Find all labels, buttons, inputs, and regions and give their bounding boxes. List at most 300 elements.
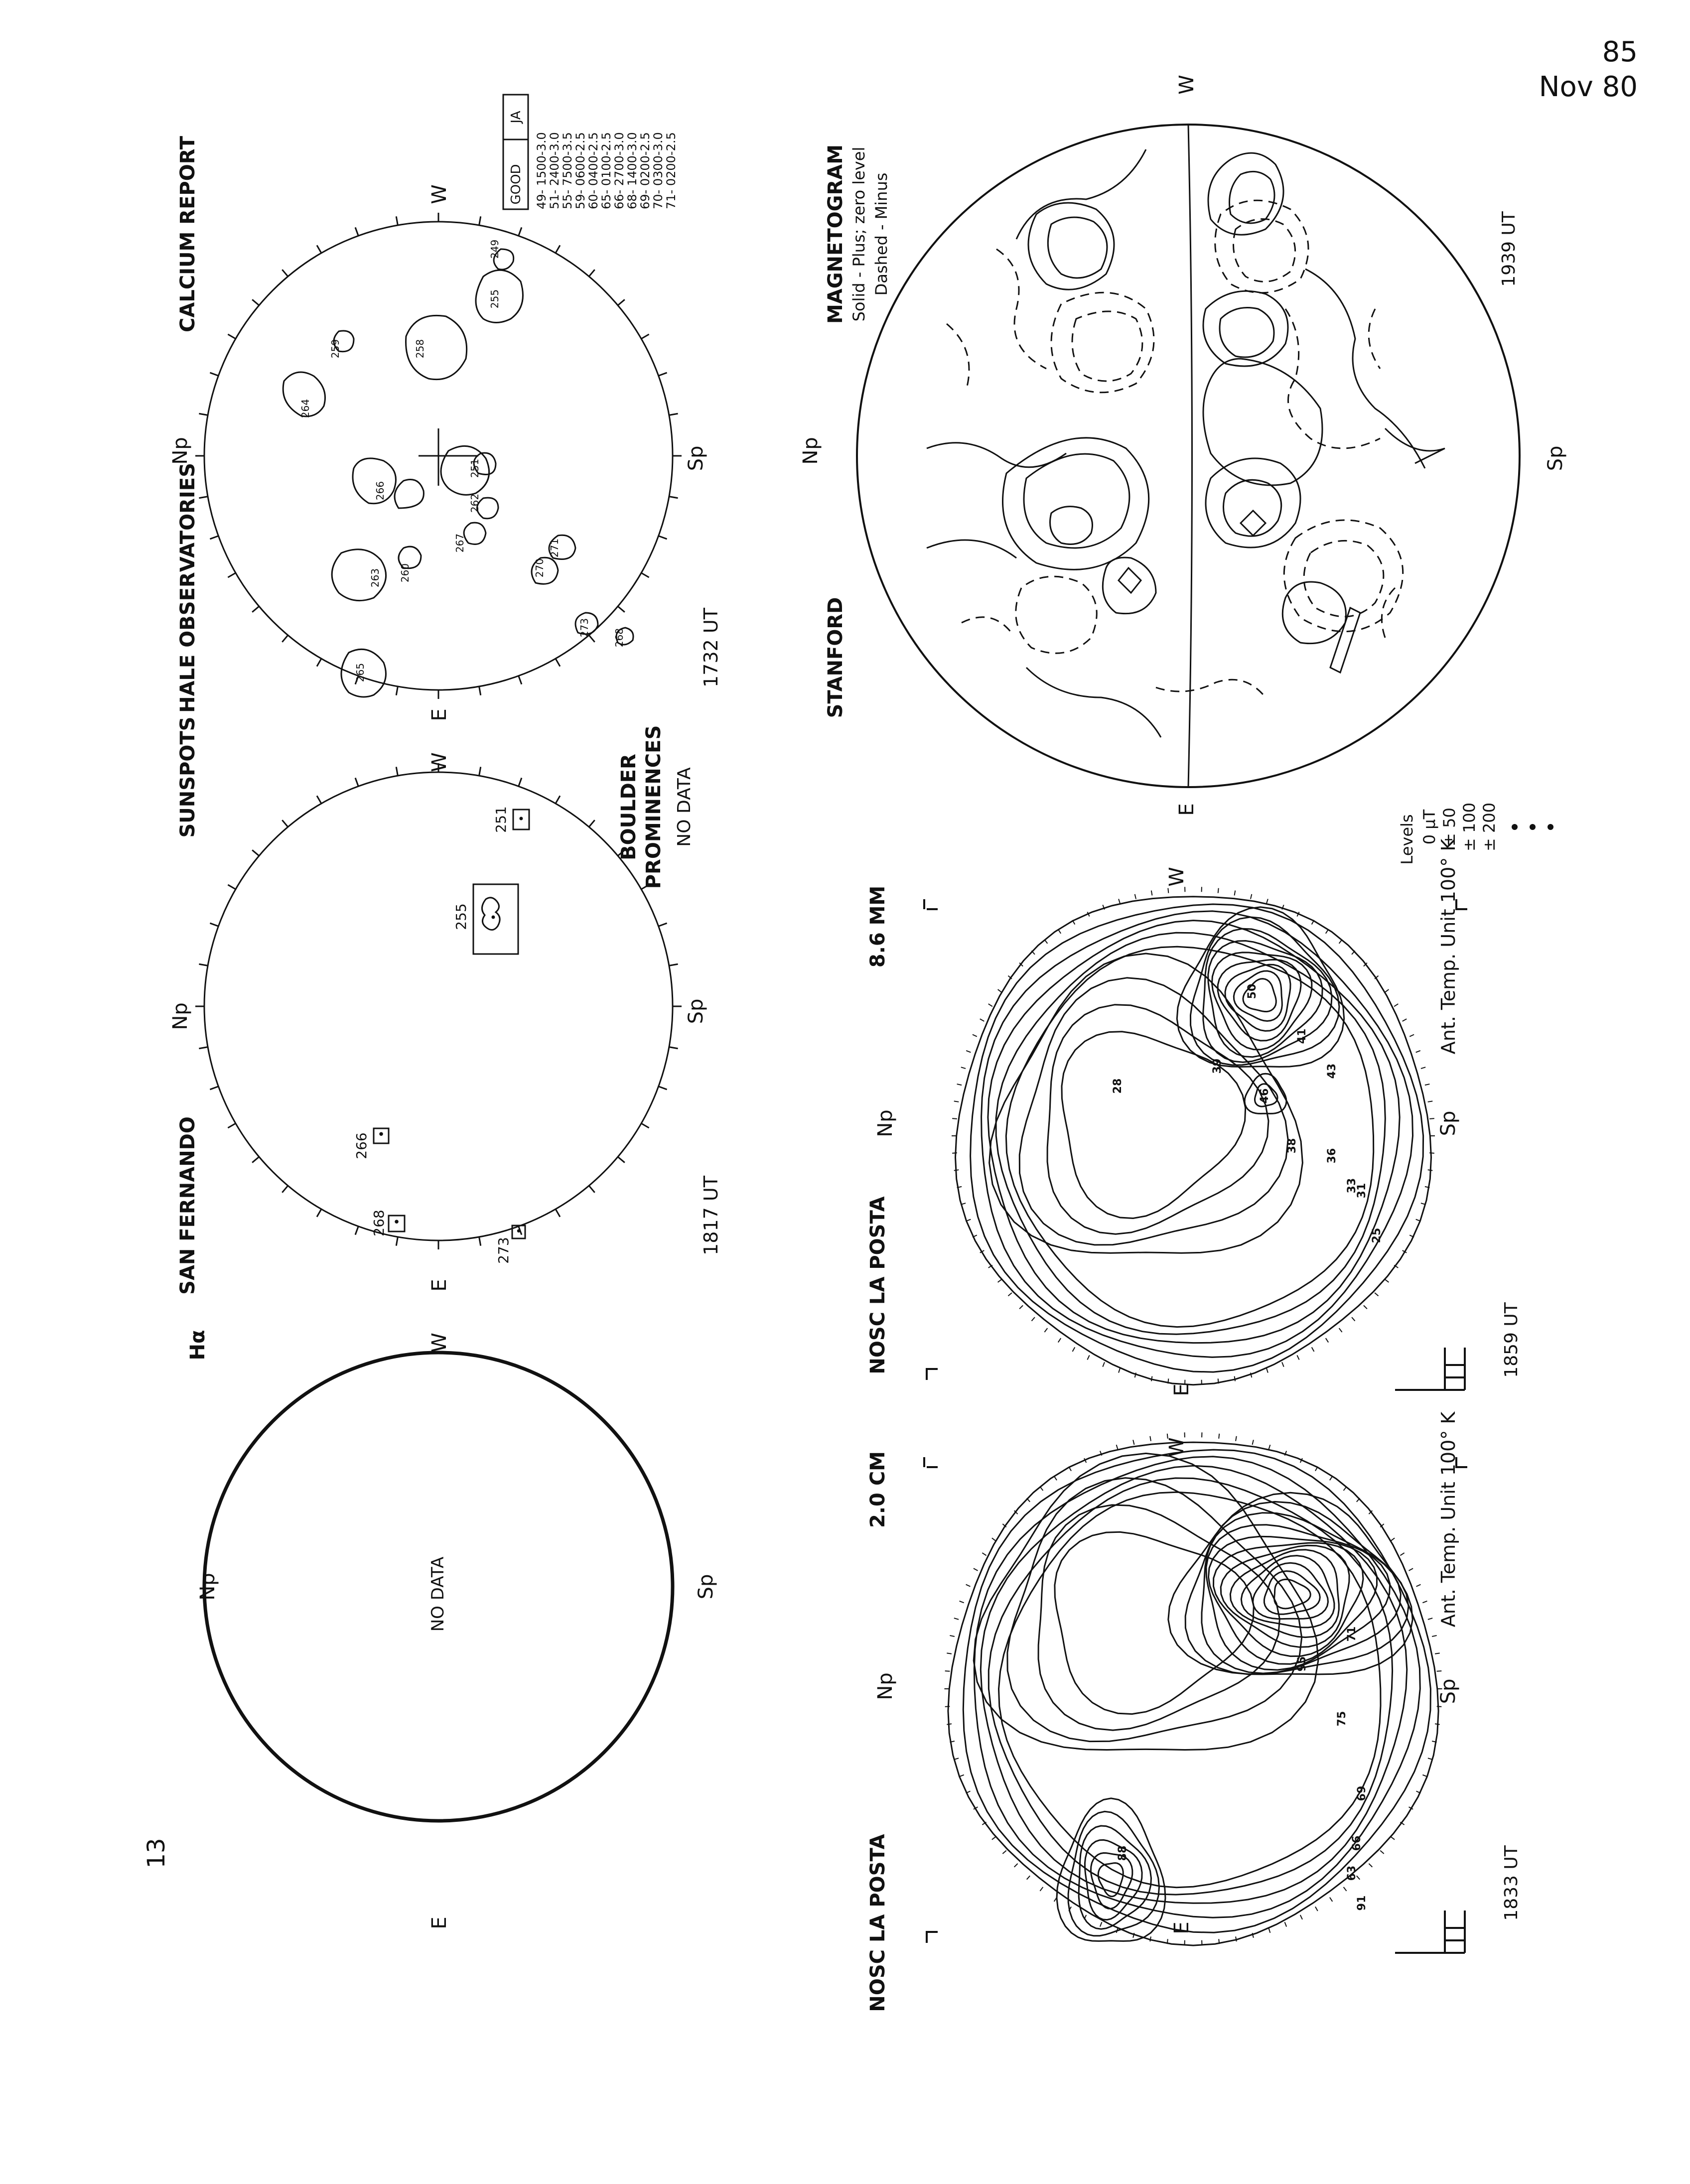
calcium-np: Np xyxy=(169,437,192,465)
limb-tick xyxy=(199,413,208,415)
radio-contour xyxy=(1241,1556,1334,1628)
radio-8mm-title: 8.6 MM xyxy=(866,885,889,968)
sunspot-268-label: 268 xyxy=(371,1210,387,1236)
prominences-line1: BOULDER xyxy=(617,754,640,860)
radio-2cm-scale-bar xyxy=(1395,1911,1465,1953)
limb-tick xyxy=(355,1227,358,1235)
calcium-sp: Sp xyxy=(685,445,707,471)
radio-limb-tick xyxy=(1235,891,1236,896)
radio-limb-tick xyxy=(1385,1279,1389,1282)
prominences-line2: PROMINENCES xyxy=(642,725,665,889)
radio-2cm-sp: Sp xyxy=(1437,1678,1460,1704)
limb-tick xyxy=(228,885,236,889)
radio-limb-tick xyxy=(1019,1305,1023,1309)
limb-tick xyxy=(317,245,321,253)
sunspot-266-label: 266 xyxy=(353,1132,370,1159)
limb-tick xyxy=(199,1047,208,1049)
radio-limb-tick xyxy=(1429,1118,1434,1119)
radio-limb-tick xyxy=(1236,1436,1237,1441)
radio-limb-tick xyxy=(961,1067,966,1069)
radio-contour xyxy=(971,904,1423,1372)
limb-tick xyxy=(396,1237,398,1246)
radio-limb-tick xyxy=(1344,1487,1347,1491)
limb-tick xyxy=(589,270,595,276)
sunspot-268-mark: • xyxy=(393,1215,401,1230)
plage-label: 264 xyxy=(299,399,311,418)
sunspots-sp: Sp xyxy=(685,998,707,1024)
calcium-title: CALCIUM REPORT xyxy=(176,136,199,332)
magnetogram-level: ± 100 xyxy=(1460,802,1479,852)
radio-8mm-np: Np xyxy=(874,1109,897,1137)
limb-tick xyxy=(355,778,358,786)
radio-limb-tick xyxy=(1422,1775,1427,1776)
plage-label: 271 xyxy=(549,538,561,558)
sunspot-group-266 xyxy=(353,1127,389,1159)
radio-limb-tick xyxy=(998,1279,1002,1282)
limb-tick xyxy=(252,299,259,305)
calcium-plage-labels xyxy=(299,240,625,682)
magnetogram-title: MAGNETOGRAM xyxy=(824,144,847,324)
magnetogram-sp: Sp xyxy=(1544,445,1567,471)
magnetogram-neutral-meridian xyxy=(1188,125,1192,787)
plage-list-entry: 71- 0200-2.5 xyxy=(664,132,678,209)
contour-label: 91 xyxy=(1356,1895,1368,1911)
plage-label: 266 xyxy=(374,481,386,501)
plage-label: 259 xyxy=(329,339,341,359)
radio-limb-tick xyxy=(1344,1887,1347,1891)
plage-label: 273 xyxy=(578,618,590,638)
limb-tick xyxy=(659,373,667,376)
sunspot-273-label: 273 xyxy=(495,1237,512,1264)
sunspots-e: E xyxy=(428,1279,451,1292)
sunspot-group-251 xyxy=(493,806,529,832)
radio-limb-tick xyxy=(1044,940,1047,944)
radio-limb-tick xyxy=(1330,1476,1332,1480)
radio-8mm-w: W xyxy=(1165,867,1188,887)
radio-2cm-np: Np xyxy=(874,1672,897,1700)
radio-limb-tick xyxy=(1416,1051,1420,1052)
radio-limb-tick xyxy=(1031,1317,1034,1321)
sunspots-time: 1817 UT xyxy=(700,1176,722,1255)
radio-limb-tick xyxy=(1421,1067,1425,1069)
calcium-quality-rating: GOOD xyxy=(509,164,524,205)
limb-tick xyxy=(210,373,218,376)
plage-label: 258 xyxy=(414,339,426,359)
limb-tick xyxy=(556,245,560,253)
radio-limb-tick xyxy=(1044,1328,1047,1332)
radio-limb-tick xyxy=(1300,1915,1302,1919)
sunspot-group-255 xyxy=(453,884,518,954)
radio-limb-tick xyxy=(1416,1585,1421,1587)
radio-limb-tick xyxy=(1339,1328,1342,1332)
radio-limb-tick xyxy=(1409,1568,1413,1571)
limb-tick xyxy=(396,767,398,776)
radio-limb-tick xyxy=(1330,1898,1332,1902)
limb-tick xyxy=(641,573,649,577)
calcium-w: W xyxy=(428,184,451,204)
radio-contour xyxy=(1006,947,1373,1327)
page-number: 85 xyxy=(1602,36,1638,68)
radio-limb-tick xyxy=(992,1837,996,1840)
magnetogram-level: ± 200 xyxy=(1480,802,1499,852)
radio-limb-tick xyxy=(1251,894,1252,899)
radio-limb-tick xyxy=(982,1553,986,1555)
limb-tick xyxy=(228,573,236,577)
radio-limb-tick xyxy=(966,1585,971,1587)
radio-limb-tick xyxy=(1339,940,1342,944)
radio-limb-tick xyxy=(1236,1936,1237,1941)
contour-label: 50 xyxy=(1246,983,1259,999)
plage-label: 268 xyxy=(613,628,625,648)
limb-tick xyxy=(210,1087,218,1090)
limb-tick xyxy=(210,536,218,539)
radio-8mm-contour-map xyxy=(952,887,1435,1384)
radio-limb-tick xyxy=(1119,1368,1120,1373)
sunspot-255-label: 255 xyxy=(453,903,469,930)
magnetogram-level: ± 50 xyxy=(1440,808,1459,846)
radio-limb-tick xyxy=(1267,1368,1268,1373)
radio-limb-tick xyxy=(1268,1928,1270,1933)
radio-limb-tick xyxy=(1391,1837,1395,1840)
limb-tick xyxy=(199,497,208,498)
radio-limb-tick xyxy=(1087,1355,1089,1360)
sunspots-w: W xyxy=(428,752,451,772)
plage-list-entry: 65- 0100-2.5 xyxy=(599,132,613,209)
contour-label: 31 xyxy=(1356,1183,1368,1199)
plage-list-entry: 70- 0300-3.0 xyxy=(651,132,665,209)
radio-contour xyxy=(988,921,1400,1343)
radio-8mm-e: E xyxy=(1170,1383,1193,1396)
contour-label: 39 xyxy=(1211,1058,1224,1074)
radio-limb-tick xyxy=(980,1019,985,1021)
limb-tick xyxy=(317,659,321,667)
plage-label: 270 xyxy=(534,558,546,578)
halpha-panel xyxy=(186,1330,717,1929)
magnetogram-e: E xyxy=(1175,803,1198,816)
sunspots-observatory: SAN FERNANDO xyxy=(176,1116,199,1295)
limb-tick xyxy=(479,686,481,695)
radio-limb-tick xyxy=(1422,1601,1427,1603)
radio-limb-tick xyxy=(974,1568,978,1571)
limb-tick xyxy=(282,635,288,642)
limb-tick xyxy=(659,536,667,539)
radio-limb-tick xyxy=(1312,1347,1314,1352)
radio-limb-tick xyxy=(1268,1445,1270,1450)
plage-label: 260 xyxy=(399,563,411,583)
plage-label: 251 xyxy=(469,458,481,478)
limb-tick xyxy=(669,413,678,415)
radio-contour xyxy=(996,933,1385,1334)
radio-limb-tick xyxy=(945,1706,950,1707)
radio-limb-tick xyxy=(1027,1876,1030,1879)
calcium-time: 1732 UT xyxy=(700,608,722,687)
radio-limb-tick xyxy=(1394,1004,1398,1006)
limb-tick xyxy=(396,686,398,695)
plage-list-entry: 69- 0200-2.5 xyxy=(638,132,652,209)
radio-limb-tick xyxy=(988,1004,992,1006)
sunspot-251-label: 251 xyxy=(493,806,509,833)
radio-limb-tick xyxy=(1167,1939,1168,1944)
limb-tick xyxy=(618,606,625,612)
radio-limb-tick xyxy=(952,1118,957,1119)
radio-contour xyxy=(963,1450,1430,1932)
radio-limb-tick xyxy=(1425,1084,1429,1085)
radio-2cm-units: Ant. Temp. Unit 100° K xyxy=(1437,1411,1459,1628)
contour-label: 75 xyxy=(1336,1711,1348,1727)
contour-label: 41 xyxy=(1296,1028,1308,1044)
radio-limb-tick xyxy=(1326,1338,1328,1342)
radio-limb-tick xyxy=(1432,1636,1436,1637)
radio-limb-tick xyxy=(1103,1362,1105,1366)
limb-tick xyxy=(317,1209,321,1217)
limb-tick xyxy=(355,227,358,236)
calcium-quality-observer: JA xyxy=(509,111,524,124)
limb-tick xyxy=(282,270,288,276)
calcium-observatory: HALE OBSERVATORIES xyxy=(176,463,199,713)
limb-tick xyxy=(479,1237,481,1246)
radio-limb-tick xyxy=(1151,1376,1152,1381)
radio-limb-tick xyxy=(1400,1553,1404,1555)
radio-limb-tick xyxy=(1437,1706,1442,1707)
level-dot xyxy=(1548,824,1553,830)
calcium-plage-list xyxy=(535,132,678,209)
radio-8mm-units: Ant. Temp. Unit 100° K xyxy=(1437,838,1459,1055)
radio-limb-tick xyxy=(1285,1922,1287,1926)
radio-limb-tick xyxy=(950,1636,954,1637)
contour-label: 63 xyxy=(1346,1865,1358,1881)
magnetogram-legend-line2: Dashed - Minus xyxy=(872,172,891,296)
plage-list-entry: 49- 1500-3.0 xyxy=(535,132,549,209)
magnetogram-level: 0 μT xyxy=(1420,809,1439,845)
radio-8mm-observatory: NOSC LA POSTA xyxy=(866,1196,889,1374)
plage-label: 267 xyxy=(454,533,466,553)
contour-label: 33 xyxy=(1346,1178,1358,1194)
radio-2cm-title: 2.0 CM xyxy=(866,1451,889,1528)
level-dot xyxy=(1530,824,1536,830)
radio-limb-tick xyxy=(1008,1293,1011,1296)
limb-tick xyxy=(669,964,678,965)
radio-limb-tick xyxy=(1267,899,1268,904)
magnetogram-panel xyxy=(799,75,1567,864)
radio-limb-tick xyxy=(1014,1864,1018,1867)
radio-limb-tick xyxy=(1282,1362,1284,1366)
radio-limb-tick xyxy=(1151,891,1152,896)
radio-limb-tick xyxy=(1040,1487,1043,1491)
radio-2cm-time: 1833 UT xyxy=(1501,1845,1522,1921)
plage-label: 255 xyxy=(489,289,501,309)
limb-tick xyxy=(199,964,208,965)
limb-tick xyxy=(556,796,560,804)
sunspots-title: SUNSPOTS xyxy=(176,716,199,838)
limb-tick xyxy=(669,1047,678,1049)
sunspots-disk xyxy=(204,772,673,1240)
radio-limb-tick xyxy=(1135,894,1136,899)
limb-tick xyxy=(519,778,522,786)
radio-limb-tick xyxy=(1133,1440,1134,1445)
limb-tick xyxy=(282,820,288,827)
radio-8mm-time: 1859 UT xyxy=(1501,1302,1522,1378)
radio-limb-tick xyxy=(1428,1758,1432,1760)
sunspots-limb-ticks xyxy=(195,763,682,1249)
plage-label: 263 xyxy=(369,568,381,588)
contour-label: 88 xyxy=(1117,1845,1129,1861)
radio-limb-tick xyxy=(1297,1355,1299,1360)
radio-limb-tick xyxy=(966,1051,971,1052)
radio-2cm-e: E xyxy=(1170,1921,1193,1934)
radio-limb-tick xyxy=(1100,1922,1102,1926)
sunspot-group-268 xyxy=(371,1210,405,1236)
sunspot-266-mark: • xyxy=(377,1127,385,1142)
contour-label: 95 xyxy=(1296,1656,1308,1672)
radio-limb-tick xyxy=(1375,1293,1378,1296)
radio-contour xyxy=(1055,1532,1254,1714)
contour-label: 38 xyxy=(1286,1138,1298,1154)
sunspot-251-mark: • xyxy=(517,812,525,826)
radio-limb-tick xyxy=(1119,899,1120,904)
plage-label: 265 xyxy=(354,663,366,682)
limb-tick xyxy=(252,1157,259,1163)
radio-2cm-observatory: NOSC LA POSTA xyxy=(866,1834,889,2012)
radio-limb-tick xyxy=(1352,1317,1355,1321)
radio-8mm-panel xyxy=(866,838,1522,1396)
radio-limb-tick xyxy=(1391,1538,1395,1541)
limb-tick xyxy=(641,1123,649,1128)
radio-8mm-scale-bar xyxy=(1395,1348,1465,1390)
radio-limb-tick xyxy=(1054,1476,1057,1480)
sunspots-panel xyxy=(169,717,722,1295)
magnetogram-levels-title: Levels xyxy=(1398,814,1416,865)
limb-tick xyxy=(556,1209,560,1217)
limb-tick xyxy=(228,334,236,339)
page-date: Nov 80 xyxy=(1539,71,1638,103)
contour-label: 25 xyxy=(1371,1228,1383,1243)
plage-list-entry: 68- 1400-3.0 xyxy=(625,132,639,209)
halpha-title: Hα xyxy=(186,1330,209,1361)
contour-label: 43 xyxy=(1326,1063,1338,1079)
plate-number: 13 xyxy=(142,1838,170,1869)
radio-limb-tick xyxy=(1235,1376,1236,1381)
halpha-no-data: NO DATA xyxy=(428,1556,448,1632)
radio-contour xyxy=(1007,1478,1302,1742)
radio-limb-tick xyxy=(1218,1378,1219,1383)
radio-limb-tick xyxy=(957,1084,962,1085)
radio-contour xyxy=(956,897,1431,1385)
contour-label: 71 xyxy=(1346,1626,1358,1642)
radio-limb-tick xyxy=(1364,1305,1367,1309)
radio-limb-tick xyxy=(1369,1864,1372,1867)
magnetogram-observatory: STANFORD xyxy=(824,597,847,718)
plage-list-entry: 66- 2700-3.0 xyxy=(612,132,626,209)
radio-limb-tick xyxy=(1409,1035,1414,1037)
radio-limb-tick xyxy=(1326,929,1328,933)
radio-limb-tick xyxy=(954,1618,959,1620)
radio-contour xyxy=(1185,1502,1408,1674)
contour-label: 28 xyxy=(1112,1078,1124,1094)
radio-limb-tick xyxy=(960,1775,964,1776)
limb-tick xyxy=(618,1157,625,1163)
radio-limb-tick xyxy=(1380,1851,1384,1854)
contour-label: 46 xyxy=(1259,1088,1271,1104)
halpha-sp: Sp xyxy=(695,1574,717,1600)
radio-contour xyxy=(982,911,1413,1357)
radio-limb-tick xyxy=(1218,888,1219,893)
calcium-e: E xyxy=(428,708,451,721)
plage-list-entry: 59- 0600-2.5 xyxy=(573,132,587,209)
level-dot xyxy=(1512,824,1518,830)
radio-limb-tick xyxy=(992,1538,996,1541)
limb-tick xyxy=(228,1123,236,1128)
radio-contour xyxy=(1214,1543,1364,1656)
radio-8mm-sp: Sp xyxy=(1437,1110,1460,1136)
limb-tick xyxy=(589,820,595,827)
prominences-note: NO DATA xyxy=(674,767,695,847)
limb-tick xyxy=(659,923,667,926)
plage-label: 249 xyxy=(489,239,501,259)
radio-limb-tick xyxy=(1315,1907,1318,1911)
limb-tick xyxy=(282,1186,288,1193)
calcium-panel xyxy=(169,95,722,721)
plage-list-entry: 51- 2400-3.0 xyxy=(548,132,562,209)
radio-limb-tick xyxy=(1403,1019,1407,1021)
sunspot-255-mark: • xyxy=(489,911,497,925)
plage-label: 262 xyxy=(469,493,481,513)
limb-tick xyxy=(589,1186,595,1193)
magnetogram-dashed-contours xyxy=(947,200,1403,697)
limb-tick xyxy=(618,299,625,305)
limb-tick xyxy=(210,923,218,926)
radio-limb-tick xyxy=(1058,1338,1061,1342)
radio-limb-tick xyxy=(1117,1445,1118,1450)
magnetogram-disk xyxy=(857,125,1520,787)
halpha-w: W xyxy=(428,1333,451,1353)
radio-limb-tick xyxy=(1428,1618,1432,1620)
radio-limb-tick xyxy=(1253,1440,1254,1445)
limb-tick xyxy=(252,850,259,856)
radio-2cm-w: W xyxy=(1165,1437,1188,1457)
radio-limb-tick xyxy=(954,1758,959,1760)
sunspots-np: Np xyxy=(169,1002,192,1030)
radio-limb-tick xyxy=(1058,929,1061,933)
limb-tick xyxy=(641,334,649,339)
plage-list-entry: 60- 0400-2.5 xyxy=(586,132,600,209)
limb-tick xyxy=(396,216,398,225)
limb-tick xyxy=(519,676,522,684)
contour-label: 69 xyxy=(1356,1785,1368,1801)
limb-tick xyxy=(479,767,481,776)
magnetogram-levels xyxy=(1420,803,1553,851)
magnetogram-legend-line1: Solid - Plus; zero level xyxy=(849,146,868,322)
magnetogram-np: Np xyxy=(799,437,822,465)
contour-label: 36 xyxy=(1326,1148,1338,1164)
radio-limb-tick xyxy=(1002,1851,1006,1854)
radio-limb-tick xyxy=(1150,1936,1151,1941)
radio-limb-tick xyxy=(1073,1347,1075,1352)
limb-tick xyxy=(317,796,321,804)
sunspot-group-273 xyxy=(495,1226,525,1264)
radio-2cm-panel xyxy=(866,1411,1522,2012)
halpha-np: Np xyxy=(196,1573,219,1601)
radio-limb-tick xyxy=(960,1601,964,1603)
radio-limb-tick xyxy=(1385,989,1389,992)
halpha-e: E xyxy=(428,1916,451,1929)
radio-limb-tick xyxy=(998,989,1002,992)
radio-2cm-contour-map xyxy=(944,1432,1442,1945)
radio-limb-tick xyxy=(1040,1887,1043,1891)
limb-tick xyxy=(479,216,481,225)
limb-tick xyxy=(556,659,560,667)
magnetogram-w: W xyxy=(1175,75,1198,95)
radio-limb-tick xyxy=(1150,1436,1151,1441)
